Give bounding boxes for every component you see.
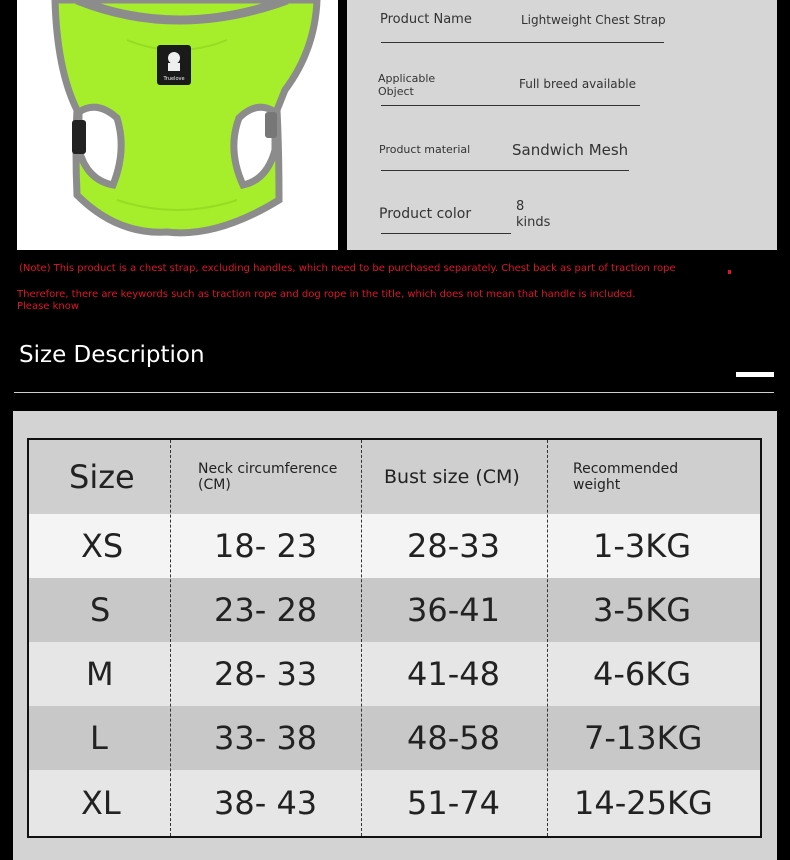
red-dot xyxy=(728,270,731,274)
spec-value-object: Full breed available xyxy=(519,77,636,91)
cell-bust: 41-48 xyxy=(407,655,500,693)
spec-label-object: Applicable Object xyxy=(378,72,436,98)
divider xyxy=(381,170,629,171)
cell-weight: 4-6KG xyxy=(593,655,692,693)
section-dash xyxy=(736,372,774,377)
spec-label-name: Product Name xyxy=(380,12,472,27)
cell-neck: 18- 23 xyxy=(214,527,318,565)
harness-image xyxy=(17,0,338,250)
cell-size: S xyxy=(90,591,111,629)
spec-label-material: Product material xyxy=(379,143,471,156)
cell-weight: 14-25KG xyxy=(574,784,713,822)
table-row xyxy=(29,770,760,836)
cell-bust: 51-74 xyxy=(407,784,500,822)
cell-neck: 23- 28 xyxy=(214,591,318,629)
table-row xyxy=(29,514,760,578)
table-row xyxy=(29,706,760,770)
divider xyxy=(381,233,511,234)
cell-size: M xyxy=(86,655,114,693)
column-divider xyxy=(547,440,548,836)
size-table xyxy=(27,438,762,838)
cell-neck: 28- 33 xyxy=(214,655,318,693)
section-rule xyxy=(14,392,774,393)
svg-text:Truelove: Truelove xyxy=(163,76,185,82)
header-neck: Neck circumference (CM) xyxy=(198,461,338,493)
cell-size: L xyxy=(90,719,108,757)
cell-neck: 38- 43 xyxy=(214,784,318,822)
column-divider xyxy=(361,440,362,836)
spec-panel xyxy=(347,0,777,250)
cell-bust: 28-33 xyxy=(407,527,500,565)
spec-value-color: 8 kinds xyxy=(516,199,551,230)
cell-weight: 7-13KG xyxy=(584,719,703,757)
header-weight: Recommended weight xyxy=(573,461,679,493)
cell-weight: 1-3KG xyxy=(593,527,692,565)
header-bust: Bust size (CM) xyxy=(384,466,520,488)
spec-value-material: Sandwich Mesh xyxy=(512,141,629,159)
table-header-row xyxy=(29,440,760,514)
column-divider xyxy=(170,440,171,836)
divider xyxy=(381,105,640,106)
cell-bust: 48-58 xyxy=(407,719,500,757)
cell-size: XS xyxy=(81,527,124,565)
section-title: Size Description xyxy=(19,342,205,368)
table-row xyxy=(29,642,760,706)
spec-label-color: Product color xyxy=(379,206,472,222)
note-line-1: (Note) This product is a chest strap, excluding handles, which need to be purchased separately. Chest back as part of traction rope xyxy=(19,263,676,274)
spec-value-name: Lightweight Chest Strap xyxy=(521,13,666,27)
product-photo xyxy=(17,0,338,250)
table-row xyxy=(29,578,760,642)
cell-size: XL xyxy=(81,784,121,822)
cell-neck: 33- 38 xyxy=(214,719,318,757)
note-line-2: Therefore, there are keywords such as traction rope and dog rope in the title, which does not mean that handle is included. Please know xyxy=(17,289,636,312)
divider xyxy=(381,42,664,43)
cell-weight: 3-5KG xyxy=(593,591,692,629)
header-size: Size xyxy=(69,458,135,496)
cell-bust: 36-41 xyxy=(407,591,500,629)
